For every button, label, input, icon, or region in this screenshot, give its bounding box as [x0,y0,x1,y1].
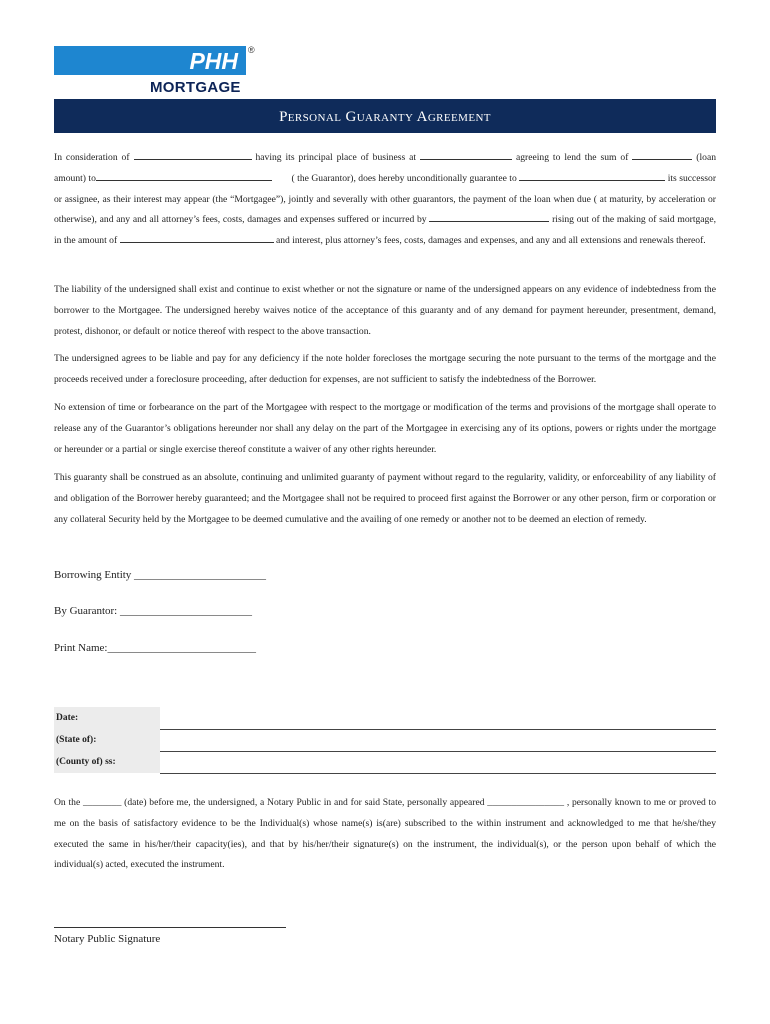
paragraph-construed: This guaranty shall be construed as an absolute, continuing and unlimited guaranty of payment without regard to the regularity, validity, or enforceability of any liability of and obligation of the Borrower hereby guaranteed; and the Mortgagee shall not be required to proceed first against the Borrower or any other person, firm or corporation or any collateral Security held by the Mortgagee to be deemed cumulative and the availing of one remedy or another not to be deemed an election of remedy. [54,472,716,525]
notary-signature-line[interactable] [54,927,286,928]
date-label: Date: [54,707,160,729]
mortgagee-blank[interactable] [519,171,665,181]
phh-mortgage-logo [54,46,259,98]
sum-blank[interactable] [632,150,692,160]
amount-blank[interactable] [120,233,274,243]
address-blank[interactable] [420,150,512,160]
guarantor-line[interactable]: By Guarantor: ________________________ [54,605,252,617]
date-line[interactable] [160,729,716,730]
paragraph-liability: The liability of the undersigned shall exist and continue to exist whether or not the signature or name of the undersigned appears on any evidence of indebtedness from the borrower to the Mortgagee. The undersigned hereby waives notice of the acceptance of this guaranty and of any demand for payment hereunder, presentment, demand, protest, dishonor, or default or notice thereof with respect to the above transaction. [54,284,716,337]
county-line[interactable] [160,773,716,774]
county-label: (County of) ss: [54,751,160,773]
registered-mark: ® [248,45,255,55]
print-name-line[interactable]: Print Name:___________________________ [54,642,256,654]
borrowing-entity-line[interactable]: Borrowing Entity ________________________ [54,569,267,581]
paragraph-consideration: In consideration of having its principal place of business at agreeing to lend the sum of (loan amount) to ( the Guarantor), does hereby unconditionally guarantee to its successor or assignee, as their interest may appear (the “Mortgagee”), jointly and severally with other guarantors, the payment of the loan when due ( at maturity, by acceleration or otherwise), and any and all attorney’s fees, costs, damages and expenses suffered or incurred by rising out of the making of said mortgage, in the amount of and interest, plus attorney’s fees, costs, damages and expenses, and any and all extensions and renewals thereof. [54,152,717,247]
notary-signature-label: Notary Public Signature [54,933,161,945]
state-line[interactable] [160,751,716,752]
paragraph-extension: No extension of time or forbearance on the part of the Mortgagee with respect to the mortgage or modification of the terms and provisions of the mortgage shall operate to release any of the Guarantor’s obligations hereunder nor shall any delay on the part of the Mortgagee in exercising any of its options, powers or rights under the mortgage or hereunder or a partial or single exercise thereof constitute a waiver of any other rights hereunder. [54,402,716,455]
logo-brand: PHH [54,46,246,75]
borrower-blank[interactable] [96,171,272,181]
paragraph-deficiency: The undersigned agrees to be liable and pay for any deficiency if the note holder forecloses the mortgage securing the note pursuant to the terms of the mortgage and the proceeds received under a foreclosure proceeding, after deduction for expenses, are not sufficient to satisfy the indebtedness of the Borrower. [54,353,716,385]
paragraph-notary: On the ________ (date) before me, the undersigned, a Notary Public in and for said State, personally appeared ________________ , personally known to me or proved to me on the basis of satisfactory evidence to be the Individual(s) whose name(s) is(are) subscribed to the within instrument and acknowledged to me that he/she/they executed the same in his/her/their capacity(ies), and that by his/her/their signature(s) on the instrument, the individual(s), or the person upon behalf of which the individual(s) acted, executed the instrument. [54,797,716,871]
document-title: Personal Guaranty Agreement [54,99,716,133]
lender-blank[interactable] [134,150,252,160]
logo-wordmark: MORTGAGE [150,79,241,96]
state-label: (State of): [54,729,160,751]
incurred-by-blank[interactable] [429,212,549,222]
